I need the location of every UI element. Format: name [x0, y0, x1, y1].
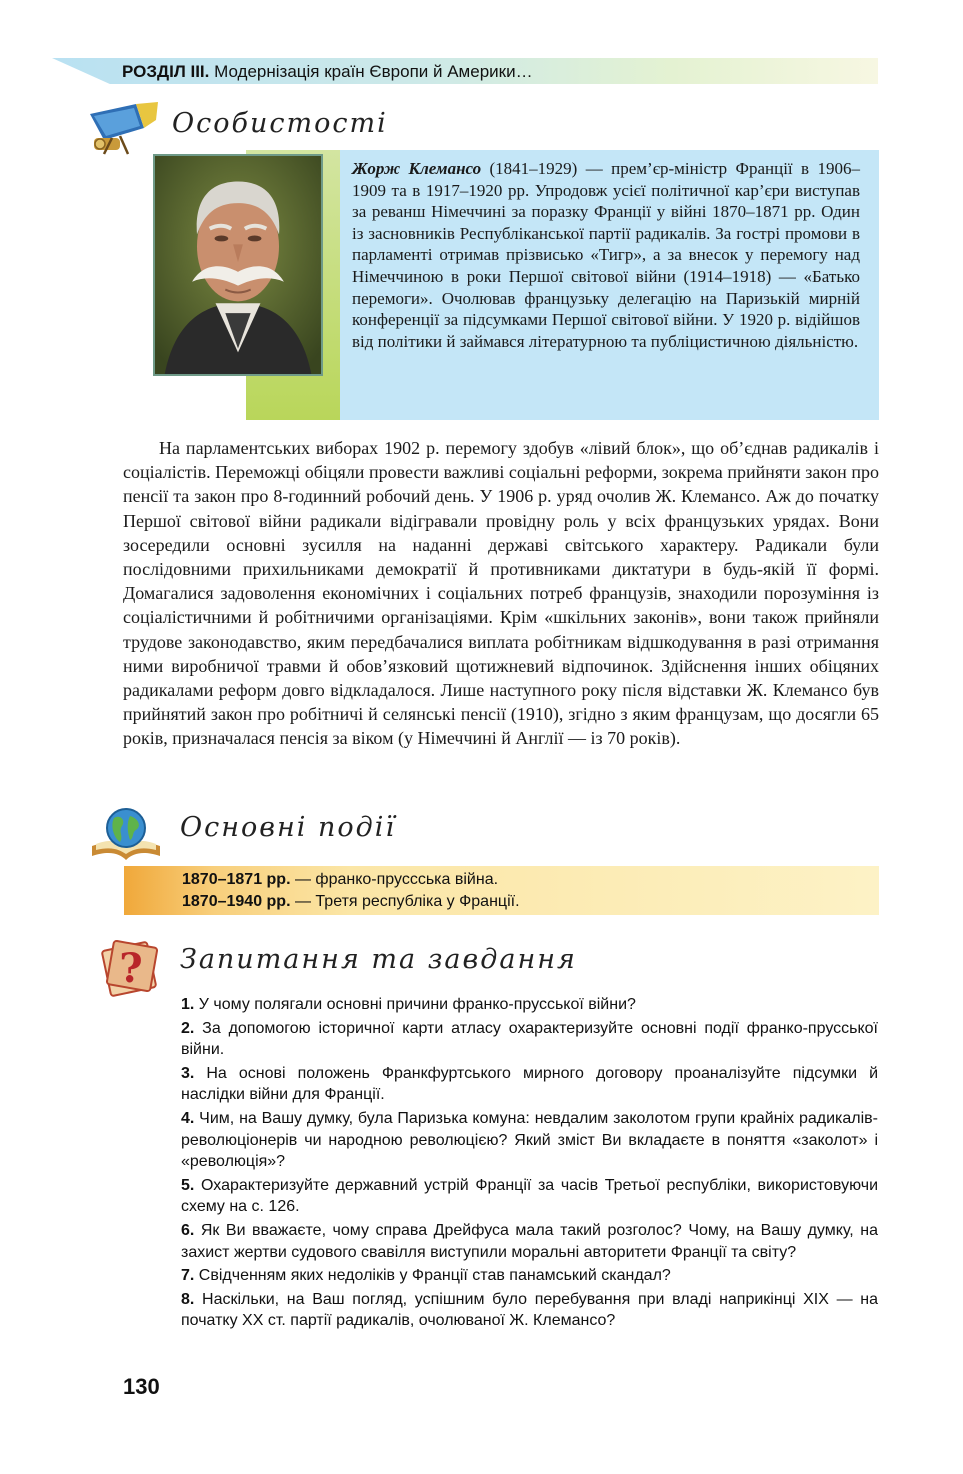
question-text: На основі положень Франкфуртського мирного договору проаналізуйте підсумки й наслідки війни для Франції.: [181, 1064, 878, 1104]
question-item: [181, 1265, 878, 1287]
bio-name: Жорж Клемансо: [352, 159, 482, 178]
question-number: 6.: [181, 1221, 195, 1239]
personality-heading: Особистості: [172, 108, 388, 139]
events-heading: Основні події: [180, 812, 397, 843]
main-paragraph: На парламентських виборах 1902 р. перемогу здобув «лівий блок», що об’єднав радикалів і соціалістів. Переможці обіцяли провести важливі соціальні реформи, зокрема прийняти закон про пенсії та закон про 8-годинний робочий день. У 1906 р. уряд очолив Ж. Клемансо. Аж до початку Першої світової війни радикали відігравали провідну роль у всіх французьких урядах. Вони зосередили основні зусилля на наданні державі світського характеру. Радикали були послідовними прихильниками демократії й противниками диктатури в будь-якій її формі. Домагалися задоволення економічних і соціальних потреб французів, знаходили порозуміння із соціалістичними й робітничими організаціями. Крім «шкільних законів», вони також прийняли трудове законодавство, яким передбачалися виплата робітникам відшкодування в разі отримання ними виробничої травми й обов’язковий щотижневий відпочинок. Здійснення інших обіцяних радикалами реформ довго відкладалося. Лише наступного року після відставки Ж. Клемансо був прийнятий закон про робітничі й селянські пенсії (1910), згідно з яким французам, що досягли 65 років, призначалася пенсія за віком (у Німеччині й Англії — із 70 років).: [123, 438, 879, 749]
question-number: 2.: [181, 1019, 195, 1037]
question-number: 1.: [181, 996, 195, 1013]
question-item: [181, 1018, 878, 1061]
question-text: Охарактеризуйте державний устрій Франції за часів Третьої республіки, використовуючи схему на с. 126.: [181, 1176, 878, 1216]
question-number: 8.: [181, 1290, 195, 1308]
event-text: — Третя республіка у Франції.: [290, 893, 520, 910]
bio-description: (1841–1929) — прем’єр-міністр Франції в 1906–1909 та в 1917–1920 рр. Упродовж усієї політичної кар’єри виступав за реванш Німеччині за поразку Франції у війні 1870–1871 рр. Один із засновників Республіканської партії радикалів. За гострі промови в парламенті отримав прізвисько «Тигр», а за внесок у перемогу над Німеччиною в роки Першої світової війни (1914–1918) — «Батько перемоги». Очолював французьку делегацію на Паризькій мирній конференції за підсумками Першої світової війни. У 1920 р. відійшов від політики й займався літературною та публіцистичною діяльністю.: [352, 159, 860, 351]
question-text: За допомогою історичної карти атласу охарактеризуйте основні події франко-прусської війни.: [181, 1019, 878, 1059]
telescope-icon: [84, 100, 164, 156]
question-text: Чим, на Вашу думку, була Паризька комуна: невдалим заколотом групи крайніх радикалів-революціонерів чи народною революцією? Який зміст Ви вкладаєте в поняття «заколот» і «революція»?: [181, 1109, 878, 1171]
question-number: 4.: [181, 1109, 195, 1127]
question-text: Наскільки, на Ваш погляд, успішним було перебування при владі наприкінці XIX — на початку XX ст. партії радикалів, очолюваної Ж. Клемансо?: [181, 1290, 878, 1330]
question-item: [181, 1220, 878, 1263]
event-item: [182, 891, 872, 913]
question-item: [181, 1289, 878, 1332]
question-item: [181, 1063, 878, 1106]
section-title: Модернізація країн Європи й Америки…: [214, 62, 533, 81]
event-text: — франко-пруссська війна.: [290, 871, 499, 888]
event-item: [182, 869, 872, 891]
question-item: [181, 1175, 878, 1218]
question-text: Як Ви вважаєте, чому справа Дрейфуса мала такий розголос? Чому, на Вашу думку, на захист жертви судового свавілля виступили моральні авторитети Франції та світу?: [181, 1221, 878, 1261]
question-item: [181, 1108, 878, 1173]
events-list: [182, 869, 872, 913]
question-number: 7.: [181, 1267, 195, 1285]
question-text: Свідченням яких недоліків у Франції став панамський скандал?: [194, 1267, 671, 1285]
question-number: 3.: [181, 1064, 195, 1082]
event-date: 1870–1940 рр.: [182, 893, 291, 910]
questions-heading: Запитання та завдання: [180, 944, 577, 975]
event-date: 1870–1871 рр.: [182, 871, 291, 888]
question-item: [181, 994, 878, 1016]
running-header: [122, 60, 533, 84]
globe-book-icon: [90, 806, 162, 860]
questions-list: [181, 994, 878, 1334]
clemenceau-portrait: [153, 154, 323, 376]
question-text: У чому полягали основні причини франко-прусської війни?: [194, 996, 636, 1013]
question-number: 5.: [181, 1176, 195, 1194]
question-mark-icon: [98, 936, 162, 1000]
page-number: 130: [123, 1374, 160, 1399]
bio-text: [352, 158, 860, 352]
svg-text:?: ?: [119, 945, 143, 992]
section-label: РОЗДІЛ ІІІ.: [122, 62, 210, 81]
